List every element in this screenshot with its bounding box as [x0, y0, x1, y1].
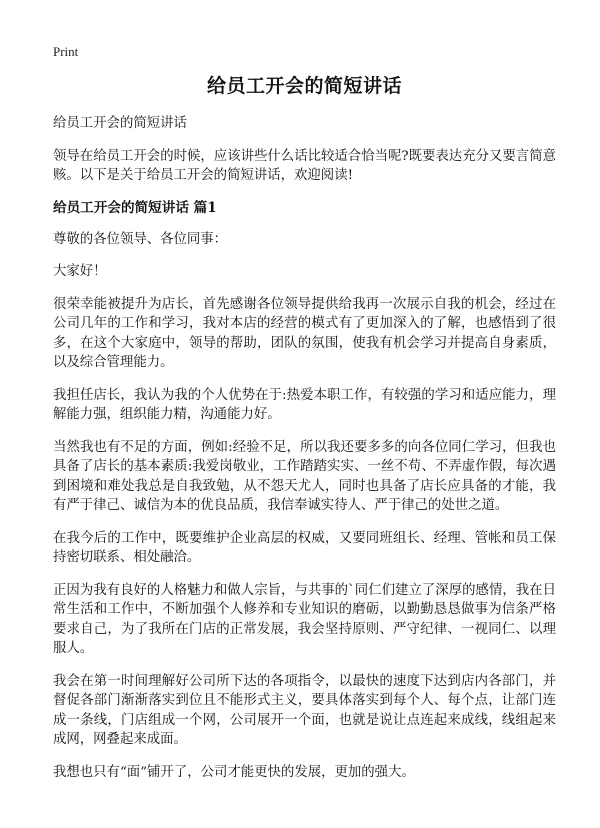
- page-title: 给员工开会的简短讲话: [206, 75, 402, 97]
- body-paragraph: 很荣幸能被提升为店长，首先感谢各位领导提供给我再一次展示自我的机会，经过在公司几年的工作和学习，我对本店的经营的模式有了更加深入的了解，也感悟到了很多，在这个大家庭中，领导的帮助，团队的氛围，使我有机会学习并提高自身素质，以及综合管理能力。: [53, 296, 556, 370]
- intro-paragraph: 领导在给员工开会的时候，应该讲些什么话比较适合恰当呢?既要表达充分又要言简意赅。以下是关于给员工开会的简短讲话，欢迎阅读!: [53, 148, 556, 183]
- body-paragraph: 我担任店长，我认为我的个人优势在于:热爱本职工作，有较强的学习和适应能力，理解能力强，组织能力精，沟通能力好。: [53, 387, 556, 422]
- body-paragraph: 我想也只有“面”铺开了，公司才能更快的发展，更加的强大。: [53, 764, 415, 780]
- document-subtitle: 给员工开会的简短讲话: [53, 116, 187, 131]
- body-paragraph: 在我今后的工作中，既要维护企业高层的权威，又要同班组长、经理、管帐和员工保持密切联系、相处融洽。: [53, 530, 556, 565]
- greeting-paragraph: 大家好！: [53, 264, 107, 279]
- body-paragraph: 我会在第一时间理解好公司所下达的各项指令，以最快的速度下达到店内各部门，并督促各部门渐渐落实到位且不能形式主义，要具体落实到每个人、每个点，让部门连成一条线，门店组成一个网，公司展开一个面，也就是说让点连起来成线，线组起来成网，网叠起来成面。: [53, 673, 556, 747]
- body-paragraph: 当然我也有不足的方面，例如:经验不足，所以我还要多多的向各位同仁学习，但我也具备了店长的基本素质:我爱岗敬业，工作踏踏实实、一丝不苟、不弄虚作假，每次遇到困境和难处我总是自我致勉，从不怨天尤人，同时也具备了店长应具备的才能，我有严于律己、诚信为本的优良品质，我信奉诚实待人、严于律己的处世之道。: [53, 439, 556, 513]
- salutation-paragraph: 尊敬的各位领导、各位同事：: [53, 231, 228, 247]
- body-paragraph: 正因为我有良好的人格魅力和做人宗旨，与共事的`同仁们建立了深厚的感情，我在日常生活和工作中，不断加强个人修养和专业知识的磨砺，以勤勤恳恳做事为信条严格要求自己，为了我所在门店的正常发展，我会坚持原则、严守纪律、一视同仁、以理服人。: [53, 582, 556, 656]
- print-link[interactable]: Print: [53, 44, 79, 59]
- section-heading: 给员工开会的简短讲话 篇1: [53, 199, 217, 216]
